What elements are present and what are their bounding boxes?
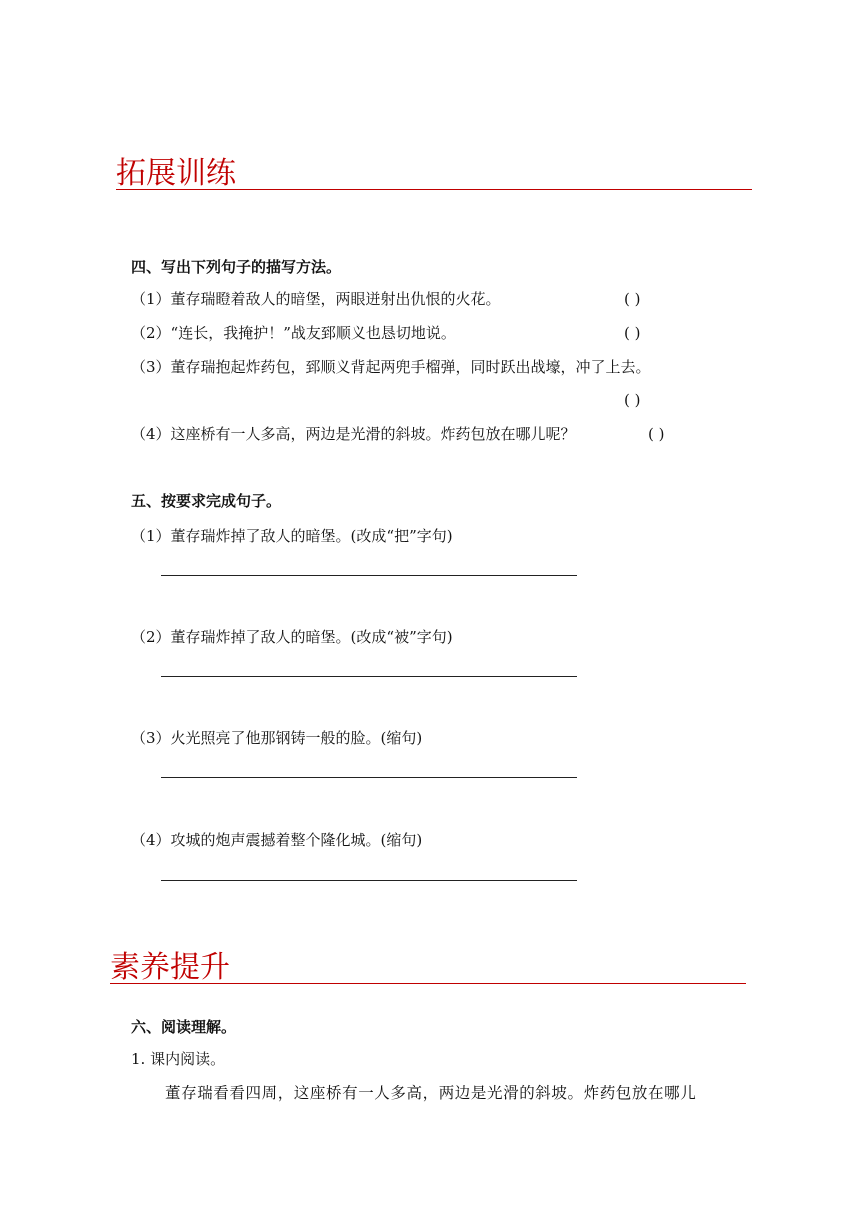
q4-answer-blank-4[interactable]: ( )	[648, 425, 665, 443]
section-rule-expand	[116, 189, 752, 190]
q4-answer-blank-3[interactable]: ( )	[624, 391, 641, 409]
section-title-expand: 拓展训练	[116, 156, 236, 191]
section-title-improve: 素养提升	[110, 950, 230, 985]
q4-heading: 四、写出下列句子的描写方法。	[131, 258, 342, 276]
q4-item-2: （2）“连长，我掩护！”战友郅顺义也恳切地说。	[131, 324, 456, 342]
q5-item-2: （2）董存瑞炸掉了敌人的暗堡。(改成“被”字句)	[131, 628, 453, 646]
q6-heading: 六、阅读理解。	[131, 1018, 237, 1036]
q4-item-1: （1）董存瑞瞪着敌人的暗堡，两眼迸射出仇恨的火花。	[131, 290, 501, 308]
q4-answer-blank-1[interactable]: ( )	[624, 290, 641, 308]
q5-item-4: （4）攻城的炮声震撼着整个隆化城。(缩句)	[131, 831, 423, 849]
q5-item-3: （3）火光照亮了他那钢铸一般的脸。(缩句)	[131, 729, 423, 747]
q5-answer-line-3[interactable]	[161, 777, 577, 778]
q6-subheading: 1. 课内阅读。	[131, 1050, 226, 1068]
q5-answer-line-4[interactable]	[161, 880, 577, 881]
q5-answer-line-1[interactable]	[161, 575, 577, 576]
reading-passage: 董存瑞看看四周，这座桥有一人多高，两边是光滑的斜坡。炸药包放在哪儿	[165, 1084, 697, 1102]
q4-answer-blank-2[interactable]: ( )	[624, 324, 641, 342]
q4-item-4: （4）这座桥有一人多高，两边是光滑的斜坡。炸药包放在哪儿呢？	[131, 425, 576, 443]
q5-heading: 五、按要求完成句子。	[131, 492, 282, 510]
q5-item-1: （1）董存瑞炸掉了敌人的暗堡。(改成“把”字句)	[131, 527, 453, 545]
q5-answer-line-2[interactable]	[161, 676, 577, 677]
section-rule-improve	[110, 983, 746, 984]
q4-item-3: （3）董存瑞抱起炸药包，郅顺义背起两兜手榴弹，同时跃出战壕，冲了上去。	[131, 358, 651, 376]
